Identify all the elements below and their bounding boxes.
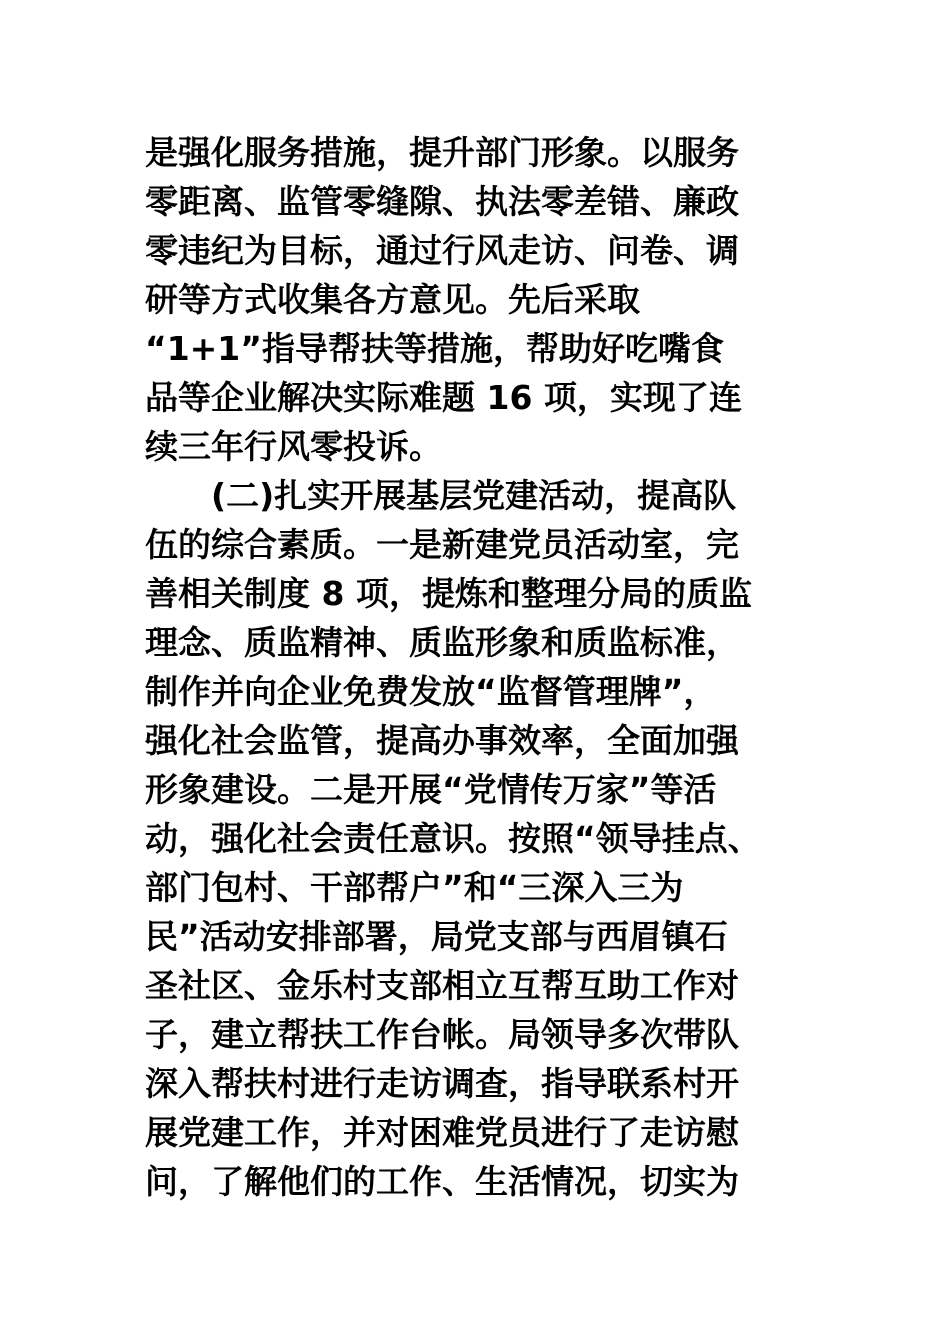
text-line: 品等企业解决实际难题 16 项，实现了连 [145, 378, 742, 417]
body-text [145, 128, 825, 1206]
section-heading-line: (二)扎实开展基层党建活动，提高队 [145, 476, 737, 515]
text-line: 善相关制度 8 项，提炼和整理分局的质监 [145, 574, 752, 613]
text-line: 动，强化社会责任意识。按照“领导挂点、 [145, 819, 761, 858]
text-line: 深入帮扶村进行走访调查，指导联系村开 [145, 1064, 739, 1103]
text-line: 理念、质监精神、质监形象和质监标准， [145, 623, 739, 662]
text-line: 续三年行风零投诉。 [145, 427, 442, 466]
text-line: 民”活动安排部署，局党支部与西眉镇石 [145, 917, 728, 956]
text-line: 子，建立帮扶工作台帐。局领导多次带队 [145, 1015, 739, 1054]
text-line: 是强化服务措施，提升部门形象。以服务 [145, 133, 739, 172]
text-line: 强化社会监管，提高办事效率，全面加强 [145, 721, 739, 760]
text-line: “1+1”指导帮扶等措施，帮助好吃嘴食 [145, 329, 724, 368]
text-line: 形象建设。二是开展“党情传万家”等活 [145, 770, 717, 809]
text-line: 制作并向企业免费发放“监督管理牌”， [145, 672, 717, 711]
text-line: 研等方式收集各方意见。先后采取 [145, 280, 640, 319]
text-line: 部门包村、干部帮户”和“三深入三为 [145, 868, 684, 907]
text-line: 圣社区、金乐村支部相立互帮互助工作对 [145, 966, 739, 1005]
text-line: 伍的综合素质。一是新建党员活动室，完 [145, 525, 739, 564]
text-line: 零距离、监管零缝隙、执法零差错、廉政 [145, 182, 739, 221]
text-line: 展党建工作，并对困难党员进行了走访慰 [145, 1113, 739, 1152]
text-line: 零违纪为目标，通过行风走访、问卷、调 [145, 231, 739, 270]
text-line: 问，了解他们的工作、生活情况，切实为 [145, 1162, 739, 1201]
